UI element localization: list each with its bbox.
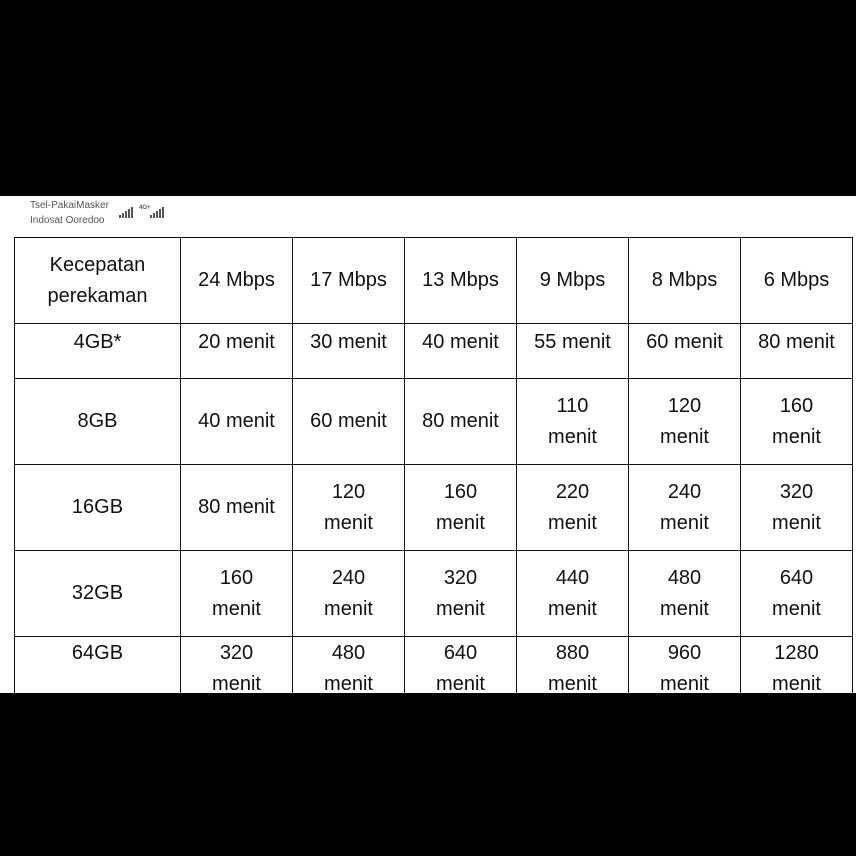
cell-text: Kecepatan perekaman — [47, 253, 148, 307]
cell-text: 9 Mbps — [539, 269, 606, 291]
table-cell — [741, 551, 853, 637]
cell-text: 220 menit — [548, 480, 597, 534]
cell-text: 64GB — [71, 642, 124, 664]
cell-text: 60 menit — [646, 331, 723, 353]
cell-text: 40 menit — [422, 331, 499, 353]
table-cell — [181, 324, 293, 379]
table-cell — [405, 465, 517, 551]
table-cell — [293, 637, 405, 694]
table-row — [15, 379, 853, 465]
table-row — [15, 324, 853, 379]
carrier-name-2: Indosat Ooredoo — [30, 215, 105, 226]
table-cell — [181, 637, 293, 694]
header-cell — [629, 238, 741, 324]
table-cell — [629, 324, 741, 379]
cell-text: 24 Mbps — [198, 269, 275, 291]
cell-text: 110 menit — [548, 394, 597, 448]
screenshot-area — [0, 196, 856, 693]
table-header-row — [15, 238, 853, 324]
signal-strength-icon — [119, 206, 133, 218]
cell-text: 480 menit — [660, 566, 709, 620]
table-cell — [629, 465, 741, 551]
cell-text: 20 menit — [198, 331, 275, 353]
table-cell — [405, 551, 517, 637]
table-cell — [629, 379, 741, 465]
header-cell — [15, 238, 181, 324]
cell-text: 320 menit — [772, 480, 821, 534]
cell-text: 1280 menit — [772, 642, 821, 693]
table-row — [15, 465, 853, 551]
cell-text: 320 menit — [436, 566, 485, 620]
table-cell — [517, 324, 629, 379]
table-cell — [741, 379, 853, 465]
cell-text: 16GB — [71, 496, 124, 518]
cell-text: 8 Mbps — [651, 269, 718, 291]
table-cell — [629, 551, 741, 637]
signal-strength-icon — [150, 206, 164, 218]
table-cell — [741, 465, 853, 551]
carrier-name-1: Tsel-PakaiMasker — [30, 200, 109, 211]
cell-text: 60 menit — [310, 410, 387, 432]
table-cell — [293, 324, 405, 379]
table-cell — [517, 465, 629, 551]
table-cell — [293, 379, 405, 465]
cell-text: 880 menit — [548, 642, 597, 693]
table-cell — [405, 637, 517, 694]
table-cell — [15, 465, 181, 551]
cell-text: 160 menit — [436, 480, 485, 534]
cell-text: 4GB* — [73, 331, 122, 353]
cell-text: 120 menit — [324, 480, 373, 534]
cell-text: 960 menit — [660, 642, 709, 693]
header-cell — [405, 238, 517, 324]
cell-text: 80 menit — [198, 496, 275, 518]
table-cell — [741, 637, 853, 694]
cell-text: 440 menit — [548, 566, 597, 620]
cell-text: 160 menit — [212, 566, 261, 620]
recording-time-table — [14, 237, 853, 693]
network-type-badge: 4G+ — [139, 205, 151, 211]
header-cell — [181, 238, 293, 324]
table-cell — [15, 379, 181, 465]
cell-text: 160 menit — [772, 394, 821, 448]
table-cell — [181, 465, 293, 551]
table-cell — [405, 379, 517, 465]
cell-text: 80 menit — [758, 331, 835, 353]
cell-text: 640 menit — [436, 642, 485, 693]
header-cell — [293, 238, 405, 324]
cell-text: 17 Mbps — [310, 269, 387, 291]
table-cell — [517, 551, 629, 637]
table-cell — [15, 324, 181, 379]
cell-text: 480 menit — [324, 642, 373, 693]
cell-text: 320 menit — [212, 642, 261, 693]
table-cell — [741, 324, 853, 379]
cell-text: 6 Mbps — [763, 269, 830, 291]
table-cell — [15, 551, 181, 637]
table-cell — [629, 637, 741, 694]
table-row — [15, 551, 853, 637]
table-cell — [293, 551, 405, 637]
cell-text: 8GB — [77, 410, 118, 432]
cell-text: 55 menit — [534, 331, 611, 353]
cell-text: 13 Mbps — [422, 269, 499, 291]
table-cell — [15, 637, 181, 694]
table-cell — [181, 551, 293, 637]
table-cell — [517, 379, 629, 465]
table-cell — [517, 637, 629, 694]
cell-text: 80 menit — [422, 410, 499, 432]
cell-text: 640 menit — [772, 566, 821, 620]
table-cell — [181, 379, 293, 465]
cell-text: 120 menit — [660, 394, 709, 448]
header-cell — [517, 238, 629, 324]
cell-text: 240 menit — [324, 566, 373, 620]
header-cell — [741, 238, 853, 324]
cell-text: 240 menit — [660, 480, 709, 534]
cell-text: 30 menit — [310, 331, 387, 353]
table-row — [15, 637, 853, 694]
cell-text: 40 menit — [198, 410, 275, 432]
table-cell — [293, 465, 405, 551]
cell-text: 32GB — [71, 582, 124, 604]
status-bar — [0, 196, 856, 230]
table-cell — [405, 324, 517, 379]
